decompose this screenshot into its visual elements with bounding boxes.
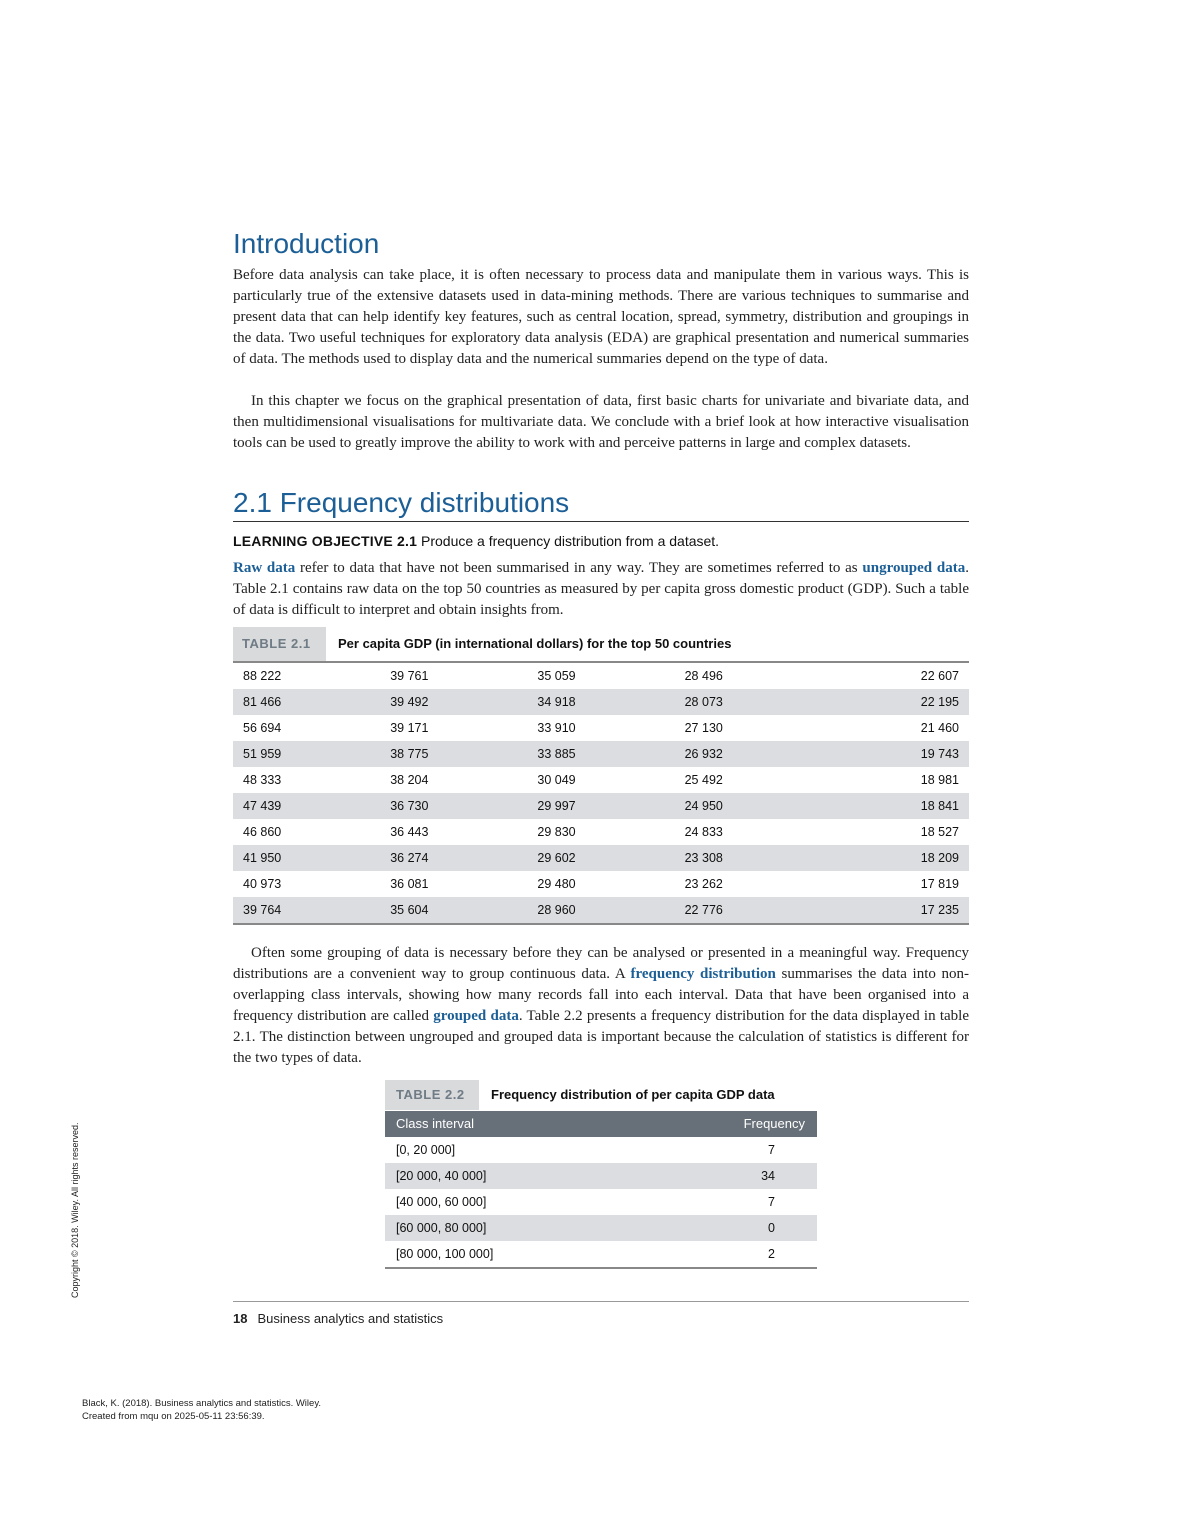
section-heading: 2.1 Frequency distributions (233, 487, 969, 522)
table-cell: 38 204 (390, 773, 429, 787)
table-2-2 (385, 1111, 817, 1269)
class-interval-cell: [0, 20 000] (396, 1143, 456, 1157)
table-2-1-caption (233, 627, 969, 663)
table-cell: 56 694 (243, 721, 282, 735)
learning-objective-label: LEARNING OBJECTIVE 2.1 (233, 533, 418, 549)
table-cell: 39 492 (390, 695, 429, 709)
table-row (233, 793, 969, 819)
table-row (233, 897, 969, 923)
table-cell: 39 171 (390, 721, 429, 735)
table-row (233, 767, 969, 793)
copyright-notice: Copyright © 2018. Wiley. All rights reserved. (70, 1122, 80, 1298)
table-cell: 39 761 (390, 669, 429, 683)
grouping-text-1: Often some grouping of data is necessary before they can be analysed or presented in a meaningful way. Frequency distributions are a convenient way to group continuous data. A (233, 945, 969, 982)
table-2-2-label: TABLE 2.2 (385, 1080, 479, 1110)
table-cell: 27 130 (684, 721, 723, 735)
frequency-cell: 34 (761, 1169, 775, 1183)
page-number: 18 (233, 1311, 248, 1326)
table-cell: 35 059 (537, 669, 576, 683)
table-2-2-header (385, 1111, 817, 1137)
table-cell: 88 222 (243, 669, 282, 683)
raw-data-text-1: refer to data that have not been summarised in any way. They are sometimes referred to as (295, 560, 863, 576)
intro-heading: Introduction (233, 228, 380, 259)
term-raw-data: Raw data (233, 560, 296, 576)
table-cell: 81 466 (243, 695, 282, 709)
table-cell: 29 480 (537, 877, 576, 891)
table-cell: 36 274 (390, 851, 429, 865)
table-2-1 (233, 663, 969, 925)
table-row (385, 1241, 817, 1267)
table-cell: 40 973 (243, 877, 282, 891)
table-cell: 47 439 (243, 799, 282, 813)
citation (82, 1397, 321, 1423)
intro-paragraph-1: Before data analysis can take place, it is often necessary to process data and manipulate them in various ways. This is particularly true of the extensive datasets used in data-mining methods. There are various techniques to summarise and present data that can help identify key features, such as central location, spread, symmetry, distribution and groupings in the data. Two useful techniques for exploratory data analysis (EDA) are graphical presentation and numerical summaries of data. The methods used to display data and the numerical summaries depend on the type of data. (233, 267, 969, 367)
table-cell: 25 492 (684, 773, 723, 787)
table-cell: 18 209 (920, 851, 960, 865)
grouping-paragraph (233, 943, 969, 1069)
table-row (385, 1137, 817, 1163)
table-row (233, 715, 969, 741)
table-cell: 28 496 (684, 669, 723, 683)
table-cell: 23 308 (684, 851, 723, 865)
frequency-cell: 7 (768, 1143, 775, 1157)
table-cell: 21 460 (920, 721, 960, 735)
class-interval-cell: [80 000, 100 000] (396, 1247, 494, 1261)
citation-line-2: Created from mqu on 2025-05-11 23:56:39. (82, 1411, 265, 1422)
term-grouped-data: grouped data (433, 1008, 519, 1024)
table-row (385, 1215, 817, 1241)
table-cell: 29 830 (537, 825, 576, 839)
table-cell: 24 833 (684, 825, 723, 839)
table-cell: 41 950 (243, 851, 282, 865)
table-cell: 46 860 (243, 825, 282, 839)
folio (233, 1311, 443, 1326)
table-cell: 48 333 (243, 773, 282, 787)
class-interval-cell: [60 000, 80 000] (396, 1221, 487, 1235)
table-cell: 17 235 (920, 903, 960, 917)
running-title: Business analytics and statistics (257, 1311, 444, 1326)
table-row (385, 1163, 817, 1189)
grouping-text-3: . Table 2.2 presents a frequency distribution for the data displayed in table 2.1. The distinction between ungrouped and grouped data is important because the calculation of statistics is different for the two types of data. (233, 1008, 969, 1066)
column-header-frequency: Frequency (743, 1116, 805, 1131)
citation-line-1: Black, K. (2018). Business analytics and statistics. Wiley. (82, 1398, 321, 1409)
term-frequency-distribution: frequency distribution (630, 966, 776, 982)
table-cell: 38 775 (390, 747, 429, 761)
footer-rule (233, 1301, 969, 1302)
table-2-1-label: TABLE 2.1 (233, 627, 326, 661)
intro-paragraph-2 (233, 391, 969, 454)
table-cell: 36 730 (390, 799, 429, 813)
table-cell: 51 959 (243, 747, 282, 761)
learning-objective (233, 533, 719, 549)
table-row (233, 819, 969, 845)
learning-objective-text: Produce a frequency distribution from a dataset. (421, 533, 720, 549)
table-2-2-title: Frequency distribution of per capita GDP data (491, 1087, 775, 1102)
table-2-1-title: Per capita GDP (in international dollars) for the top 50 countries (338, 636, 732, 651)
table-cell: 24 950 (684, 799, 723, 813)
frequency-cell: 7 (768, 1195, 775, 1209)
frequency-cell: 2 (768, 1247, 775, 1261)
grouping-text-2: summarises the data into non-overlapping class intervals, showing how many records fall into each interval. Data that have been organised into a frequency distribution are called (233, 966, 969, 1024)
term-ungrouped-data: ungrouped data (862, 560, 966, 576)
table-cell: 22 607 (920, 669, 960, 683)
table-cell: 28 073 (684, 695, 723, 709)
table-row (233, 845, 969, 871)
class-interval-cell: [20 000, 40 000] (396, 1169, 487, 1183)
table-row (385, 1189, 817, 1215)
table-cell: 28 960 (537, 903, 576, 917)
table-cell: 17 819 (920, 877, 960, 891)
table-row (233, 871, 969, 897)
table-row (233, 689, 969, 715)
table-2-2-caption (385, 1080, 817, 1110)
intro-paragraph-2-text: In this chapter we focus on the graphical presentation of data, first basic charts for univariate and bivariate data, and then multidimensional visualisations for multivariate data. We conclude with a brief look at how interactive visualisation tools can be used to greatly improve the ability to work with and perceive patterns in large and complex datasets. (233, 393, 969, 451)
table-cell: 36 081 (390, 877, 429, 891)
raw-data-text-2: . Table 2.1 contains raw data on the top 50 countries as measured by per capita gross domestic product (GDP). Such a table of data is difficult to interpret and obtain insights from. (233, 560, 969, 618)
table-cell: 33 910 (537, 721, 576, 735)
table-cell: 23 262 (684, 877, 723, 891)
table-cell: 33 885 (537, 747, 576, 761)
table-cell: 39 764 (243, 903, 282, 917)
table-cell: 34 918 (537, 695, 576, 709)
table-cell: 19 743 (920, 747, 960, 761)
raw-data-paragraph (233, 558, 969, 621)
table-cell: 29 997 (537, 799, 576, 813)
class-interval-cell: [40 000, 60 000] (396, 1195, 487, 1209)
table-cell: 35 604 (390, 903, 429, 917)
column-header-class-interval: Class interval (396, 1116, 475, 1131)
table-cell: 18 841 (920, 799, 960, 813)
table-cell: 26 932 (684, 747, 723, 761)
table-cell: 29 602 (537, 851, 576, 865)
table-cell: 18 981 (920, 773, 960, 787)
table-cell: 36 443 (390, 825, 429, 839)
frequency-cell: 0 (768, 1221, 775, 1235)
table-row (233, 741, 969, 767)
table-cell: 18 527 (920, 825, 960, 839)
table-cell: 30 049 (537, 773, 576, 787)
table-row (233, 663, 969, 689)
table-cell: 22 195 (920, 695, 960, 709)
table-cell: 22 776 (684, 903, 723, 917)
